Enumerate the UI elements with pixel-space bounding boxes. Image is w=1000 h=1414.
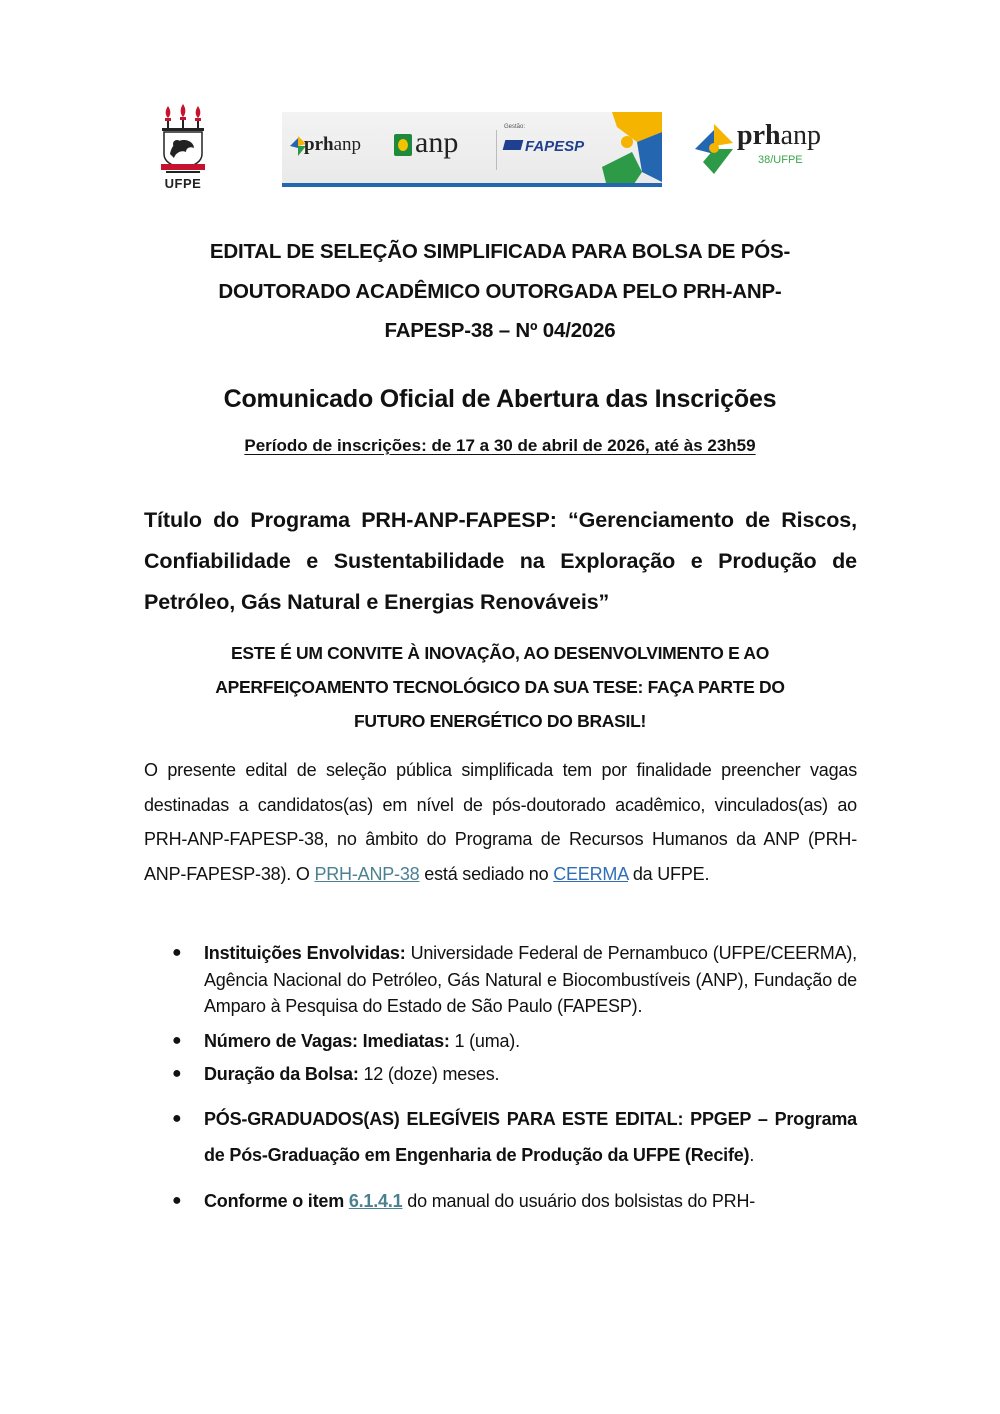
banner-separator xyxy=(496,130,497,170)
list-item-vacancies: ● Número de Vagas: Imediatas: 1 (uma). xyxy=(170,1028,857,1054)
banner-gestao-label: Gestão: xyxy=(504,124,526,130)
details-list xyxy=(170,940,857,1219)
list-item-institutions: ● Instituições Envolvidas: Universidade Federal de Pernambuco (UFPE/CEERMA), Agência Nacional do Petróleo, Gás Natural e Biocombustíveis (ANP), Fundação de Amparo à Pesquisa do Estado de São Paulo (FAPESP). xyxy=(170,940,857,1020)
header-logos xyxy=(150,100,850,195)
manual-item-link[interactable]: 6.1.4.1 xyxy=(348,1190,403,1211)
prh-anp-fapesp-banner xyxy=(282,112,662,187)
prh-logo-subtitle: 38/UFPE xyxy=(758,154,803,166)
bullet-icon: ● xyxy=(172,1064,182,1082)
announcement-subtitle: Comunicado Oficial de Abertura das Inscrições xyxy=(223,385,777,413)
edital-title-line: EDITAL DE SELEÇÃO SIMPLIFICADA PARA BOLSA DE PÓS- xyxy=(209,240,791,263)
invitation-line: FUTURO ENERGÉTICO DO BRASIL! xyxy=(353,711,646,731)
bullet-icon: ● xyxy=(172,1031,182,1049)
invitation-banner xyxy=(140,636,860,738)
list-item-duration: ● Duração da Bolsa: 12 (doze) meses. xyxy=(170,1061,857,1087)
banner-anp-text: anp xyxy=(415,126,459,159)
banner-fapesp-text: FAPESP xyxy=(504,138,584,155)
list-item-eligible: ● PÓS-GRADUADOS(AS) ELEGÍVEIS PARA ESTE EDITAL: PPGEP – Programa de Pós-Graduação em Engenharia de Produção da UFPE (Recife). xyxy=(170,1101,857,1173)
prh-anp-38-link[interactable]: PRH-ANP-38 xyxy=(314,863,420,884)
list-item-manual: ● Conforme o item 6.1.4.1 do manual do usuário dos bolsistas do PRH- xyxy=(170,1183,857,1219)
program-title: Título do Programa PRH-ANP-FAPESP: “Gerenciamento de Riscos, Confiabilidade e Sustentabilidade na Exploração e Produção de Petróleo, Gás Natural e Energias Renováveis” xyxy=(144,508,857,614)
anp-flag-icon xyxy=(394,134,412,156)
prh-logo-text: prhanp xyxy=(737,120,822,151)
ceerma-link[interactable]: CEERMA xyxy=(553,863,629,884)
edital-title-line: DOUTORADO ACADÊMICO OUTORGADA PELO PRH-ANP- xyxy=(218,279,782,303)
bullet-icon: ● xyxy=(172,1109,182,1127)
prh-anp-38-logo xyxy=(695,120,850,180)
banner-prh-anp-text: prhanp xyxy=(304,134,362,155)
invitation-line: ESTE É UM CONVITE À INOVAÇÃO, AO DESENVOLVIMENTO E AO xyxy=(231,643,769,663)
bullet-icon: ● xyxy=(172,944,182,961)
invitation-line: APERFEIÇOAMENTO TECNOLÓGICO DA SUA TESE: FAÇA PARTE DO xyxy=(215,677,785,697)
bullet-icon: ● xyxy=(172,1191,182,1209)
edital-title-line: FAPESP-38 – Nº 04/2026 xyxy=(384,319,616,342)
ufpe-label: UFPE xyxy=(164,176,202,191)
registration-period: Período de inscrições: de 17 a 30 de abril de 2026, até às 23h59 xyxy=(244,436,756,455)
banner-blue-bar xyxy=(282,183,662,187)
puzzle-pieces-icon xyxy=(592,112,662,187)
prh-puzzle-diamond-icon xyxy=(695,124,733,174)
edital-title xyxy=(140,232,860,351)
fapesp-mark-icon xyxy=(503,140,524,150)
intro-paragraph: O presente edital de seleção pública simplificada tem por finalidade preencher vagas destinadas a candidatos(as) em nível de pós-doutorado acadêmico, vinculados(as) ao PRH-ANP-FAPESP-38, no âmbito do Programa de Recursos Humanos da ANP (PRH-ANP-FAPESP-38). O PRH-ANP-38 está sediado no CEERMA da UFPE. xyxy=(144,760,857,884)
